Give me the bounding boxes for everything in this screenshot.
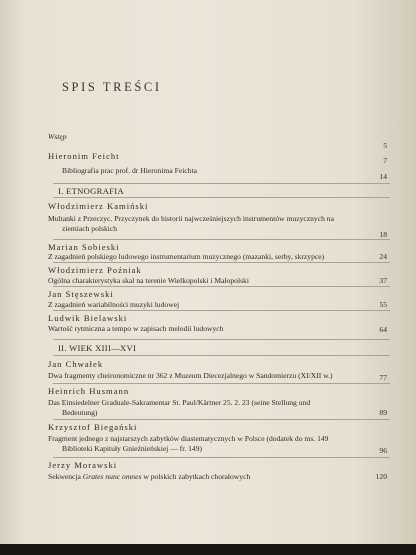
toc-page-number: 64 <box>379 325 387 334</box>
toc-entry-italic-title: Grates nunc omnes <box>82 472 142 481</box>
entry-rule <box>53 262 390 263</box>
toc-author: Jan Stęszewski <box>48 289 114 299</box>
toc-entry-line: Z zagadnień polskiego ludowego instrumentarium muzycznego (mazanki, serby, skrzypce) <box>48 252 325 261</box>
toc-page-number: 89 <box>379 408 387 417</box>
section-heading-etnografia: I. ETNOGRAFIA <box>58 186 124 196</box>
entry-rule <box>53 239 390 240</box>
section-rule <box>53 197 390 198</box>
toc-page-wstep: 5 <box>383 141 387 150</box>
entry-rule <box>53 419 390 420</box>
entry-rule <box>53 457 390 458</box>
toc-entry-line: Bedeutung) <box>62 408 98 417</box>
toc-entry-wstep: Wstęp <box>48 132 67 141</box>
section-rule <box>53 339 390 340</box>
toc-page-feicht: 7 <box>383 156 387 165</box>
toc-page-number: 77 <box>379 373 387 382</box>
toc-entry-text: w polskich zabytkach chorałowych <box>141 472 251 481</box>
toc-page-number: 18 <box>379 230 387 239</box>
toc-page-bibliografia: 14 <box>379 172 387 181</box>
page-shadow <box>0 544 416 555</box>
toc-entry-line: Biblioteki Kapituły Gnieźnieńskiej — fr. 149) <box>62 444 203 453</box>
toc-entry-line: Wartość rytmiczna a tempo w zapisach melodii ludowych <box>48 324 224 333</box>
toc-page-number: 96 <box>379 446 387 455</box>
toc-entry-line: Das Einsiedelner Graduale-Sakramentar St. Paul/Kärtner 25. 2. 23 (seine Stellung und <box>48 398 311 407</box>
entry-rule <box>53 286 390 287</box>
toc-page-number: 24 <box>379 252 387 261</box>
toc-page-number: 55 <box>379 300 387 309</box>
page-title: SPIS TREŚCI <box>62 80 162 94</box>
toc-author: Ludwik Bielawski <box>48 313 128 323</box>
toc-author: Jerzy Morawski <box>48 460 118 470</box>
toc-entry-line: Fragment jednego z najstarszych zabytków diastematycznych w Polsce (dodatek do ms. 149 <box>48 434 329 443</box>
toc-author: Włodzimierz Poźniak <box>48 265 142 275</box>
toc-author: Jan Chwałek <box>48 359 104 369</box>
toc-entry-line: ziemiach polskich <box>62 224 118 233</box>
toc-entry-line: Dwa fragmenty cheironomiczne nr 362 z Muzeum Diecezjalnego w Sandomierzu (XI/XII w.) <box>48 371 333 380</box>
section-heading-wiek: II. WIEK XIII—XVI <box>58 343 137 353</box>
toc-entry-line: Z zagadnień wariabilności muzyki ludowej <box>48 300 180 309</box>
entry-rule <box>53 310 390 311</box>
toc-author: Włodzimierz Kamiński <box>48 201 149 211</box>
toc-entry-line: Ogólna charakterystyka skal na terenie Wielkopolski i Małopolski <box>48 276 249 285</box>
entry-rule <box>53 383 390 384</box>
toc-author: Heinrich Husmann <box>48 386 130 396</box>
toc-entry-bibliografia: Bibliografia prac prof. dr Hieronima Feichta <box>62 166 197 175</box>
toc-page-number: 37 <box>379 276 387 285</box>
toc-author-feicht: Hieronim Feicht <box>48 151 120 161</box>
toc-author: Marian Sobieski <box>48 242 120 252</box>
section-rule <box>53 183 390 184</box>
toc-entry-text: Sekwencja <box>48 472 83 481</box>
toc-author: Krzysztof Biegański <box>48 422 138 432</box>
toc-page-number: 120 <box>375 472 387 481</box>
toc-entry-line: Multanki z Przeczyc. Przyczynek do historii najwcześniejszych instrumentów muzycznych na <box>48 214 334 223</box>
section-rule <box>53 355 390 356</box>
toc-entry-line <box>48 472 250 481</box>
